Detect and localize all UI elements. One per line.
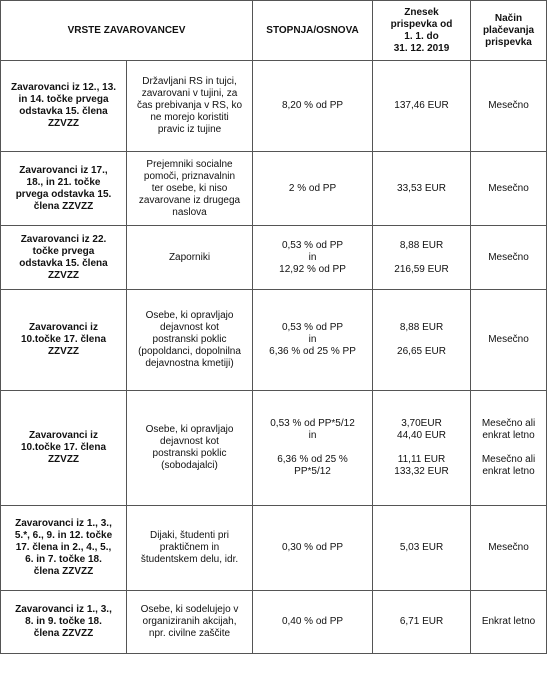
table-row xyxy=(1,591,547,654)
description-cell xyxy=(127,506,253,591)
amount-cell xyxy=(373,61,471,152)
payment-cell xyxy=(471,226,547,290)
line-gap xyxy=(474,442,543,454)
cell-line: Znesek xyxy=(404,6,439,18)
table-row xyxy=(1,506,547,591)
cell-line: pomoči, priznavalnin xyxy=(143,170,236,182)
description-cell xyxy=(127,591,253,654)
cell-line: 0,53 % od PP*5/12 xyxy=(270,418,355,429)
rate-cell xyxy=(253,591,373,654)
cell-line: 11,11 EUR xyxy=(397,454,446,465)
cell-line: zavarovani v tujini, za xyxy=(141,88,238,99)
header-rate: STOPNJA/OSNOVA xyxy=(253,1,373,61)
description-cell xyxy=(127,61,253,152)
header-type: VRSTE ZAVAROVANCEV xyxy=(1,1,253,61)
type-cell xyxy=(1,290,127,391)
cell-line: in xyxy=(308,334,317,345)
cell-line: Mesečno xyxy=(488,182,529,194)
cell-line: prispevka od xyxy=(390,18,453,30)
type-cell xyxy=(1,391,127,506)
header-row xyxy=(1,1,547,61)
cell-line: 18., in 21. točke xyxy=(26,176,101,188)
description-cell xyxy=(127,152,253,226)
cell-line: ZZVZZ xyxy=(47,346,80,357)
cell-line: ZZVZZ xyxy=(47,118,80,129)
cell-line: 8,88 EUR xyxy=(399,239,444,251)
cell-line: in xyxy=(308,430,317,441)
cell-line: organiziranih akcijah, xyxy=(142,616,237,627)
description-cell xyxy=(127,290,253,391)
cell-line: PP*5/12 xyxy=(294,466,331,477)
header-payment xyxy=(471,1,547,61)
cell-line: Zavarovanci iz xyxy=(29,430,98,441)
table-row xyxy=(1,290,547,391)
cell-line: člena ZZVZZ xyxy=(33,628,94,639)
cell-line: 8,88 EUR xyxy=(399,322,444,333)
payment-cell xyxy=(471,152,547,226)
cell-line: plačevanja xyxy=(482,24,535,36)
cell-line: Mesečno xyxy=(488,100,529,111)
payment-cell xyxy=(471,391,547,506)
cell-line: čas prebivanja v RS, ko xyxy=(136,100,243,111)
cell-line: (popoldanci, dopolnilna xyxy=(138,346,241,357)
cell-line: postranski poklic xyxy=(152,334,227,345)
amount-cell xyxy=(373,226,471,290)
cell-line: ne morejo koristiti xyxy=(150,112,229,123)
cell-line: Zavarovanci iz 22. xyxy=(20,233,107,245)
cell-line: 26,65 EUR xyxy=(397,346,446,357)
table-row xyxy=(1,226,547,290)
cell-line: 0,30 % od PP xyxy=(281,542,344,553)
line-gap xyxy=(376,442,467,454)
cell-line: 133,32 EUR xyxy=(394,466,449,477)
type-cell xyxy=(1,591,127,654)
cell-line: 216,59 EUR xyxy=(394,263,449,275)
cell-line: 10.točke 17. člena xyxy=(20,442,107,453)
cell-line: 33,53 EUR xyxy=(397,182,446,194)
rate-cell xyxy=(253,506,373,591)
cell-line: Zavarovanci iz 17., xyxy=(19,164,108,176)
table-row xyxy=(1,391,547,506)
cell-line: 6,36 % od 25 % xyxy=(277,454,348,465)
type-cell xyxy=(1,506,127,591)
cell-line: Zavarovanci iz xyxy=(29,322,98,333)
amount-cell xyxy=(373,591,471,654)
description-cell xyxy=(127,226,253,290)
cell-line: Mesečno xyxy=(488,542,529,553)
cell-line: 6. in 7. točke 18. xyxy=(25,554,102,565)
cell-line: 5,03 EUR xyxy=(399,542,444,553)
amount-cell xyxy=(373,290,471,391)
cell-line: (sobodajalci) xyxy=(161,460,218,471)
line-gap xyxy=(376,334,467,346)
cell-line: dejavnost kot xyxy=(160,436,219,447)
cell-line: 8. in 9. točke 18. xyxy=(25,616,102,627)
rate-cell xyxy=(253,61,373,152)
cell-line: Način xyxy=(494,12,523,24)
cell-line: naslova xyxy=(172,206,207,218)
cell-line: študentskem delu, idr. xyxy=(140,554,239,565)
cell-line: 2 % od PP xyxy=(288,182,337,194)
cell-line: Zavarovanci iz 12., 13. xyxy=(10,82,117,93)
cell-line: 0,53 % od PP xyxy=(281,239,344,251)
line-gap xyxy=(376,252,467,264)
cell-line: 6,71 EUR xyxy=(399,616,444,627)
cell-line: 10.točke 17. člena xyxy=(20,334,107,345)
cell-line: člena ZZVZZ xyxy=(33,566,94,577)
cell-line: 1. 1. do xyxy=(404,30,439,42)
amount-cell xyxy=(373,152,471,226)
type-cell xyxy=(1,226,127,290)
cell-line: Zavarovanci iz 1., 3., xyxy=(15,604,112,615)
cell-line: odstavka 15. člena xyxy=(19,106,108,117)
cell-line: dejavnostna kmetiji) xyxy=(145,358,234,369)
cell-line: npr. civilne zaščite xyxy=(148,628,231,639)
cell-line: 31. 12. 2019 xyxy=(393,42,450,54)
cell-line: 8,20 % od PP xyxy=(281,100,344,111)
cell-line: 0,53 % od PP xyxy=(281,322,344,333)
cell-line: prispevka xyxy=(485,36,532,48)
cell-line: Mesečno ali xyxy=(481,418,536,429)
cell-line: Osebe, ki opravljajo xyxy=(145,310,234,321)
cell-line: 0,40 % od PP xyxy=(281,616,344,627)
cell-line: odstavka 15. člena xyxy=(19,257,108,269)
type-cell xyxy=(1,152,127,226)
cell-line: ter osebe, ki niso xyxy=(151,182,228,194)
payment-cell xyxy=(471,506,547,591)
cell-line: Mesečno xyxy=(488,334,529,345)
cell-line: ZZVZZ xyxy=(47,454,80,465)
description-cell xyxy=(127,391,253,506)
cell-line: enkrat letno xyxy=(482,466,535,477)
cell-line: Prejemniki socialne xyxy=(146,158,233,170)
cell-line: prvega odstavka 15. xyxy=(15,188,112,200)
rate-cell xyxy=(253,152,373,226)
cell-line: pravic iz tujine xyxy=(157,124,222,135)
payment-cell xyxy=(471,591,547,654)
cell-line: 44,40 EUR xyxy=(397,430,446,441)
cell-line: 12,92 % od PP xyxy=(279,263,346,275)
rate-cell xyxy=(253,391,373,506)
cell-line: enkrat letno xyxy=(482,430,535,441)
rate-cell xyxy=(253,226,373,290)
cell-line: Osebe, ki sodelujejo v xyxy=(140,604,239,615)
cell-line: in 14. točke prvega xyxy=(18,94,109,105)
cell-line: 137,46 EUR xyxy=(394,100,449,111)
rate-cell xyxy=(253,290,373,391)
cell-line: zavarovane iz drugega xyxy=(138,194,241,206)
table-row xyxy=(1,152,547,226)
cell-line: 6,36 % od 25 % PP xyxy=(269,346,356,357)
cell-line: in xyxy=(308,251,317,263)
cell-line: 17. člena in 2., 4., 5., xyxy=(15,542,112,553)
cell-line: Zaporniki xyxy=(168,251,211,263)
cell-line: praktičnem in xyxy=(159,542,220,553)
cell-line: postranski poklic xyxy=(152,448,227,459)
cell-line: dejavnost kot xyxy=(160,322,219,333)
cell-line: Dijaki, študenti pri xyxy=(150,530,229,541)
cell-line: Zavarovanci iz 1., 3., xyxy=(15,518,112,529)
amount-cell xyxy=(373,506,471,591)
payment-cell xyxy=(471,61,547,152)
cell-line: Mesečno ali xyxy=(481,454,536,465)
cell-line: točke prvega xyxy=(32,245,95,257)
line-gap xyxy=(256,442,369,454)
type-cell xyxy=(1,61,127,152)
cell-line: Osebe, ki opravljajo xyxy=(145,424,234,435)
table-row xyxy=(1,61,547,152)
cell-line: ZZVZZ xyxy=(47,269,80,281)
payment-cell xyxy=(471,290,547,391)
cell-line: 3,70EUR xyxy=(401,418,442,429)
amount-cell xyxy=(373,391,471,506)
cell-line: Enkrat letno xyxy=(481,616,536,627)
cell-line: člena ZZVZZ xyxy=(33,200,94,212)
cell-line: Državljani RS in tujci, xyxy=(142,76,237,87)
header-amount xyxy=(373,1,471,61)
cell-line: Mesečno xyxy=(488,251,529,263)
cell-line: 5.*, 6., 9. in 12. točke xyxy=(14,530,113,541)
